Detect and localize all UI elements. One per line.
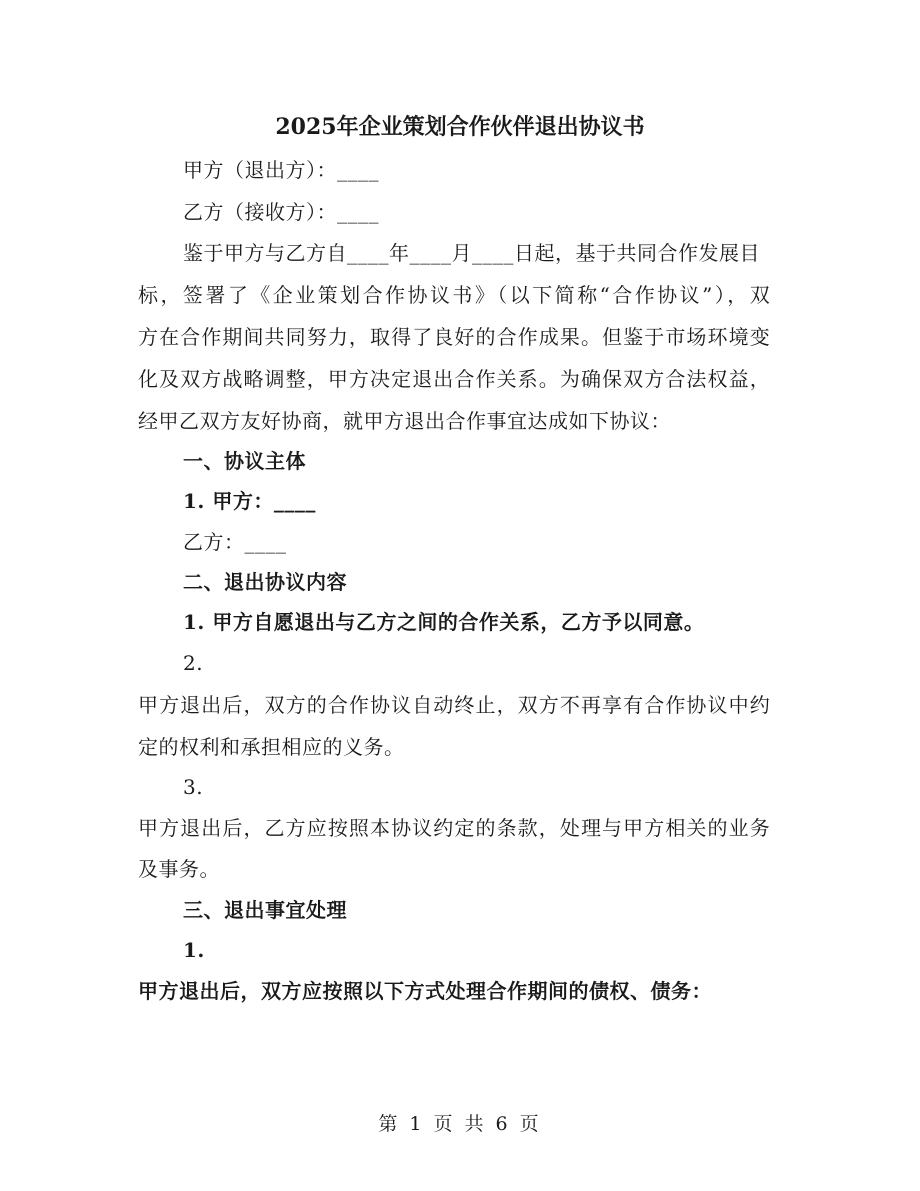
page-title: 2025年企业策划合作伙伴退出协议书 <box>275 114 645 140</box>
section-heading: 一、协议主体 <box>183 449 306 473</box>
paragraph-line: 及事务。 <box>138 857 220 881</box>
list-item-number: 3. <box>183 775 204 799</box>
paragraph-line: 甲方退出后，乙方应按照本协议约定的条款，处理与甲方相关的业务 <box>138 816 770 840</box>
party-a-line: 甲方（退出方）：____ <box>183 158 379 182</box>
party-b-line: 乙方（接收方）：____ <box>183 200 379 224</box>
preamble-line: 鉴于甲方与乙方自____年____月____日起，基于共同合作发展目 <box>183 241 760 265</box>
preamble-line: 方在合作期间共同努力，取得了良好的合作成果。但鉴于市场环境变 <box>138 325 770 349</box>
list-item: 1. 甲方自愿退出与乙方之间的合作关系，乙方予以同意。 <box>183 610 705 634</box>
paragraph-line: 甲方退出后，双方应按照以下方式处理合作期间的债权、债务： <box>138 979 712 1003</box>
list-item-number: 1. <box>183 938 205 962</box>
list-item-number: 2. <box>183 651 204 675</box>
page-footer: 第 1 页 共 6 页 <box>378 1113 542 1135</box>
paragraph-line: 甲方退出后，双方的合作协议自动终止，双方不再享有合作协议中约 <box>138 693 770 717</box>
preamble-line: 标，签署了《企业策划合作协议书》（以下简称“合作协议”），双 <box>138 283 770 307</box>
section-heading: 三、退出事宜处理 <box>183 898 347 922</box>
preamble-line: 化及双方战略调整，甲方决定退出合作关系。为确保双方合法权益， <box>138 367 770 391</box>
list-item: 1. 甲方：____ <box>183 489 316 513</box>
preamble-line: 经甲乙双方友好协商，就甲方退出合作事宜达成如下协议： <box>138 409 671 433</box>
section-heading: 二、退出协议内容 <box>183 570 347 594</box>
paragraph-line: 定的权利和承担相应的义务。 <box>138 735 405 759</box>
list-item: 乙方：____ <box>183 530 287 554</box>
